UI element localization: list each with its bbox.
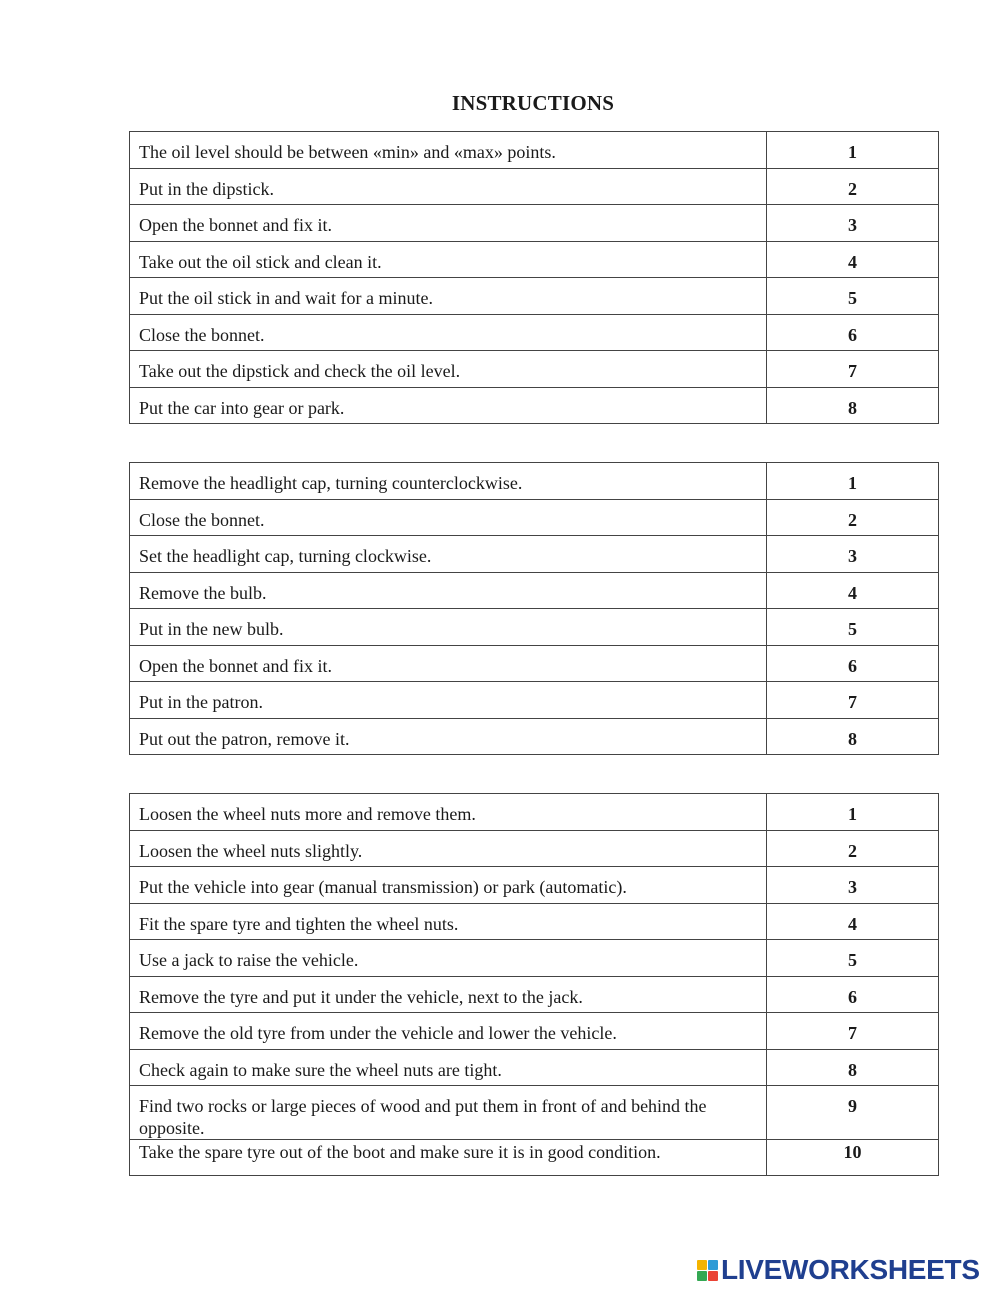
step-text: Open the bonnet and fix it. <box>130 645 767 682</box>
table-row <box>130 1049 939 1086</box>
step-number: 7 <box>767 1013 939 1050</box>
table-row <box>130 1140 939 1176</box>
step-text: Close the bonnet. <box>130 499 767 536</box>
table-row <box>130 314 939 351</box>
tyre-change-steps-table <box>129 793 939 1176</box>
table-row <box>130 976 939 1013</box>
table-row <box>130 1086 939 1140</box>
table-row <box>130 903 939 940</box>
step-text: Remove the old tyre from under the vehicle and lower the vehicle. <box>130 1013 767 1050</box>
step-text: Take the spare tyre out of the boot and make sure it is in good condition. <box>130 1140 767 1176</box>
step-number: 6 <box>767 645 939 682</box>
step-number: 8 <box>767 1049 939 1086</box>
liveworksheets-logo[interactable] <box>697 1253 980 1287</box>
step-number: 8 <box>767 718 939 755</box>
step-number: 1 <box>767 794 939 831</box>
step-text: Loosen the wheel nuts slightly. <box>130 830 767 867</box>
table-row <box>130 794 939 831</box>
step-number: 9 <box>767 1086 939 1140</box>
step-number: 10 <box>767 1140 939 1176</box>
step-number: 5 <box>767 609 939 646</box>
step-text: Take out the oil stick and clean it. <box>130 241 767 278</box>
step-text: Put in the patron. <box>130 682 767 719</box>
step-number: 6 <box>767 314 939 351</box>
step-number: 2 <box>767 830 939 867</box>
table-row <box>130 682 939 719</box>
step-text: Take out the dipstick and check the oil level. <box>130 351 767 388</box>
step-text: Put the oil stick in and wait for a minute. <box>130 278 767 315</box>
table-row <box>130 867 939 904</box>
step-number: 5 <box>767 940 939 977</box>
step-number: 4 <box>767 572 939 609</box>
table-row <box>130 205 939 242</box>
step-text: Find two rocks or large pieces of wood and put them in front of and behind the opposite. <box>130 1086 767 1140</box>
step-text: Loosen the wheel nuts more and remove them. <box>130 794 767 831</box>
table-row <box>130 168 939 205</box>
step-number: 4 <box>767 241 939 278</box>
table-row <box>130 718 939 755</box>
table-row <box>130 241 939 278</box>
table-row <box>130 940 939 977</box>
table-row <box>130 645 939 682</box>
table-row <box>130 1013 939 1050</box>
table-row <box>130 278 939 315</box>
step-number: 3 <box>767 205 939 242</box>
step-text: Check again to make sure the wheel nuts are tight. <box>130 1049 767 1086</box>
step-text: Fit the spare tyre and tighten the wheel nuts. <box>130 903 767 940</box>
step-number: 3 <box>767 867 939 904</box>
step-text: Open the bonnet and fix it. <box>130 205 767 242</box>
step-text: Remove the headlight cap, turning counterclockwise. <box>130 463 767 500</box>
step-text: Put out the patron, remove it. <box>130 718 767 755</box>
step-number: 8 <box>767 387 939 424</box>
headlight-bulb-steps-table <box>129 462 939 755</box>
step-text: The oil level should be between «min» and «max» points. <box>130 132 767 169</box>
step-text: Put the vehicle into gear (manual transmission) or park (automatic). <box>130 867 767 904</box>
liveworksheets-logo-icon <box>697 1260 718 1281</box>
step-text: Close the bonnet. <box>130 314 767 351</box>
step-text: Remove the tyre and put it under the vehicle, next to the jack. <box>130 976 767 1013</box>
logo-text: LIVEWORKSHEETS <box>721 1254 980 1285</box>
table-row <box>130 499 939 536</box>
step-number: 4 <box>767 903 939 940</box>
step-number: 7 <box>767 351 939 388</box>
table-row <box>130 830 939 867</box>
step-number: 6 <box>767 976 939 1013</box>
step-number: 7 <box>767 682 939 719</box>
table-row <box>130 132 939 169</box>
table-row <box>130 387 939 424</box>
step-text: Put the car into gear or park. <box>130 387 767 424</box>
step-text: Put in the new bulb. <box>130 609 767 646</box>
table-row <box>130 463 939 500</box>
step-text: Put in the dipstick. <box>130 168 767 205</box>
step-text: Remove the bulb. <box>130 572 767 609</box>
table-row <box>130 536 939 573</box>
step-number: 2 <box>767 499 939 536</box>
step-number: 1 <box>767 463 939 500</box>
step-number: 5 <box>767 278 939 315</box>
table-row <box>130 351 939 388</box>
step-text: Use a jack to raise the vehicle. <box>130 940 767 977</box>
step-number: 2 <box>767 168 939 205</box>
step-number: 3 <box>767 536 939 573</box>
oil-check-steps-table <box>129 131 939 424</box>
table-row <box>130 572 939 609</box>
step-number: 1 <box>767 132 939 169</box>
step-text: Set the headlight cap, turning clockwise. <box>130 536 767 573</box>
page-title: INSTRUCTIONS <box>451 91 615 115</box>
table-row <box>130 609 939 646</box>
